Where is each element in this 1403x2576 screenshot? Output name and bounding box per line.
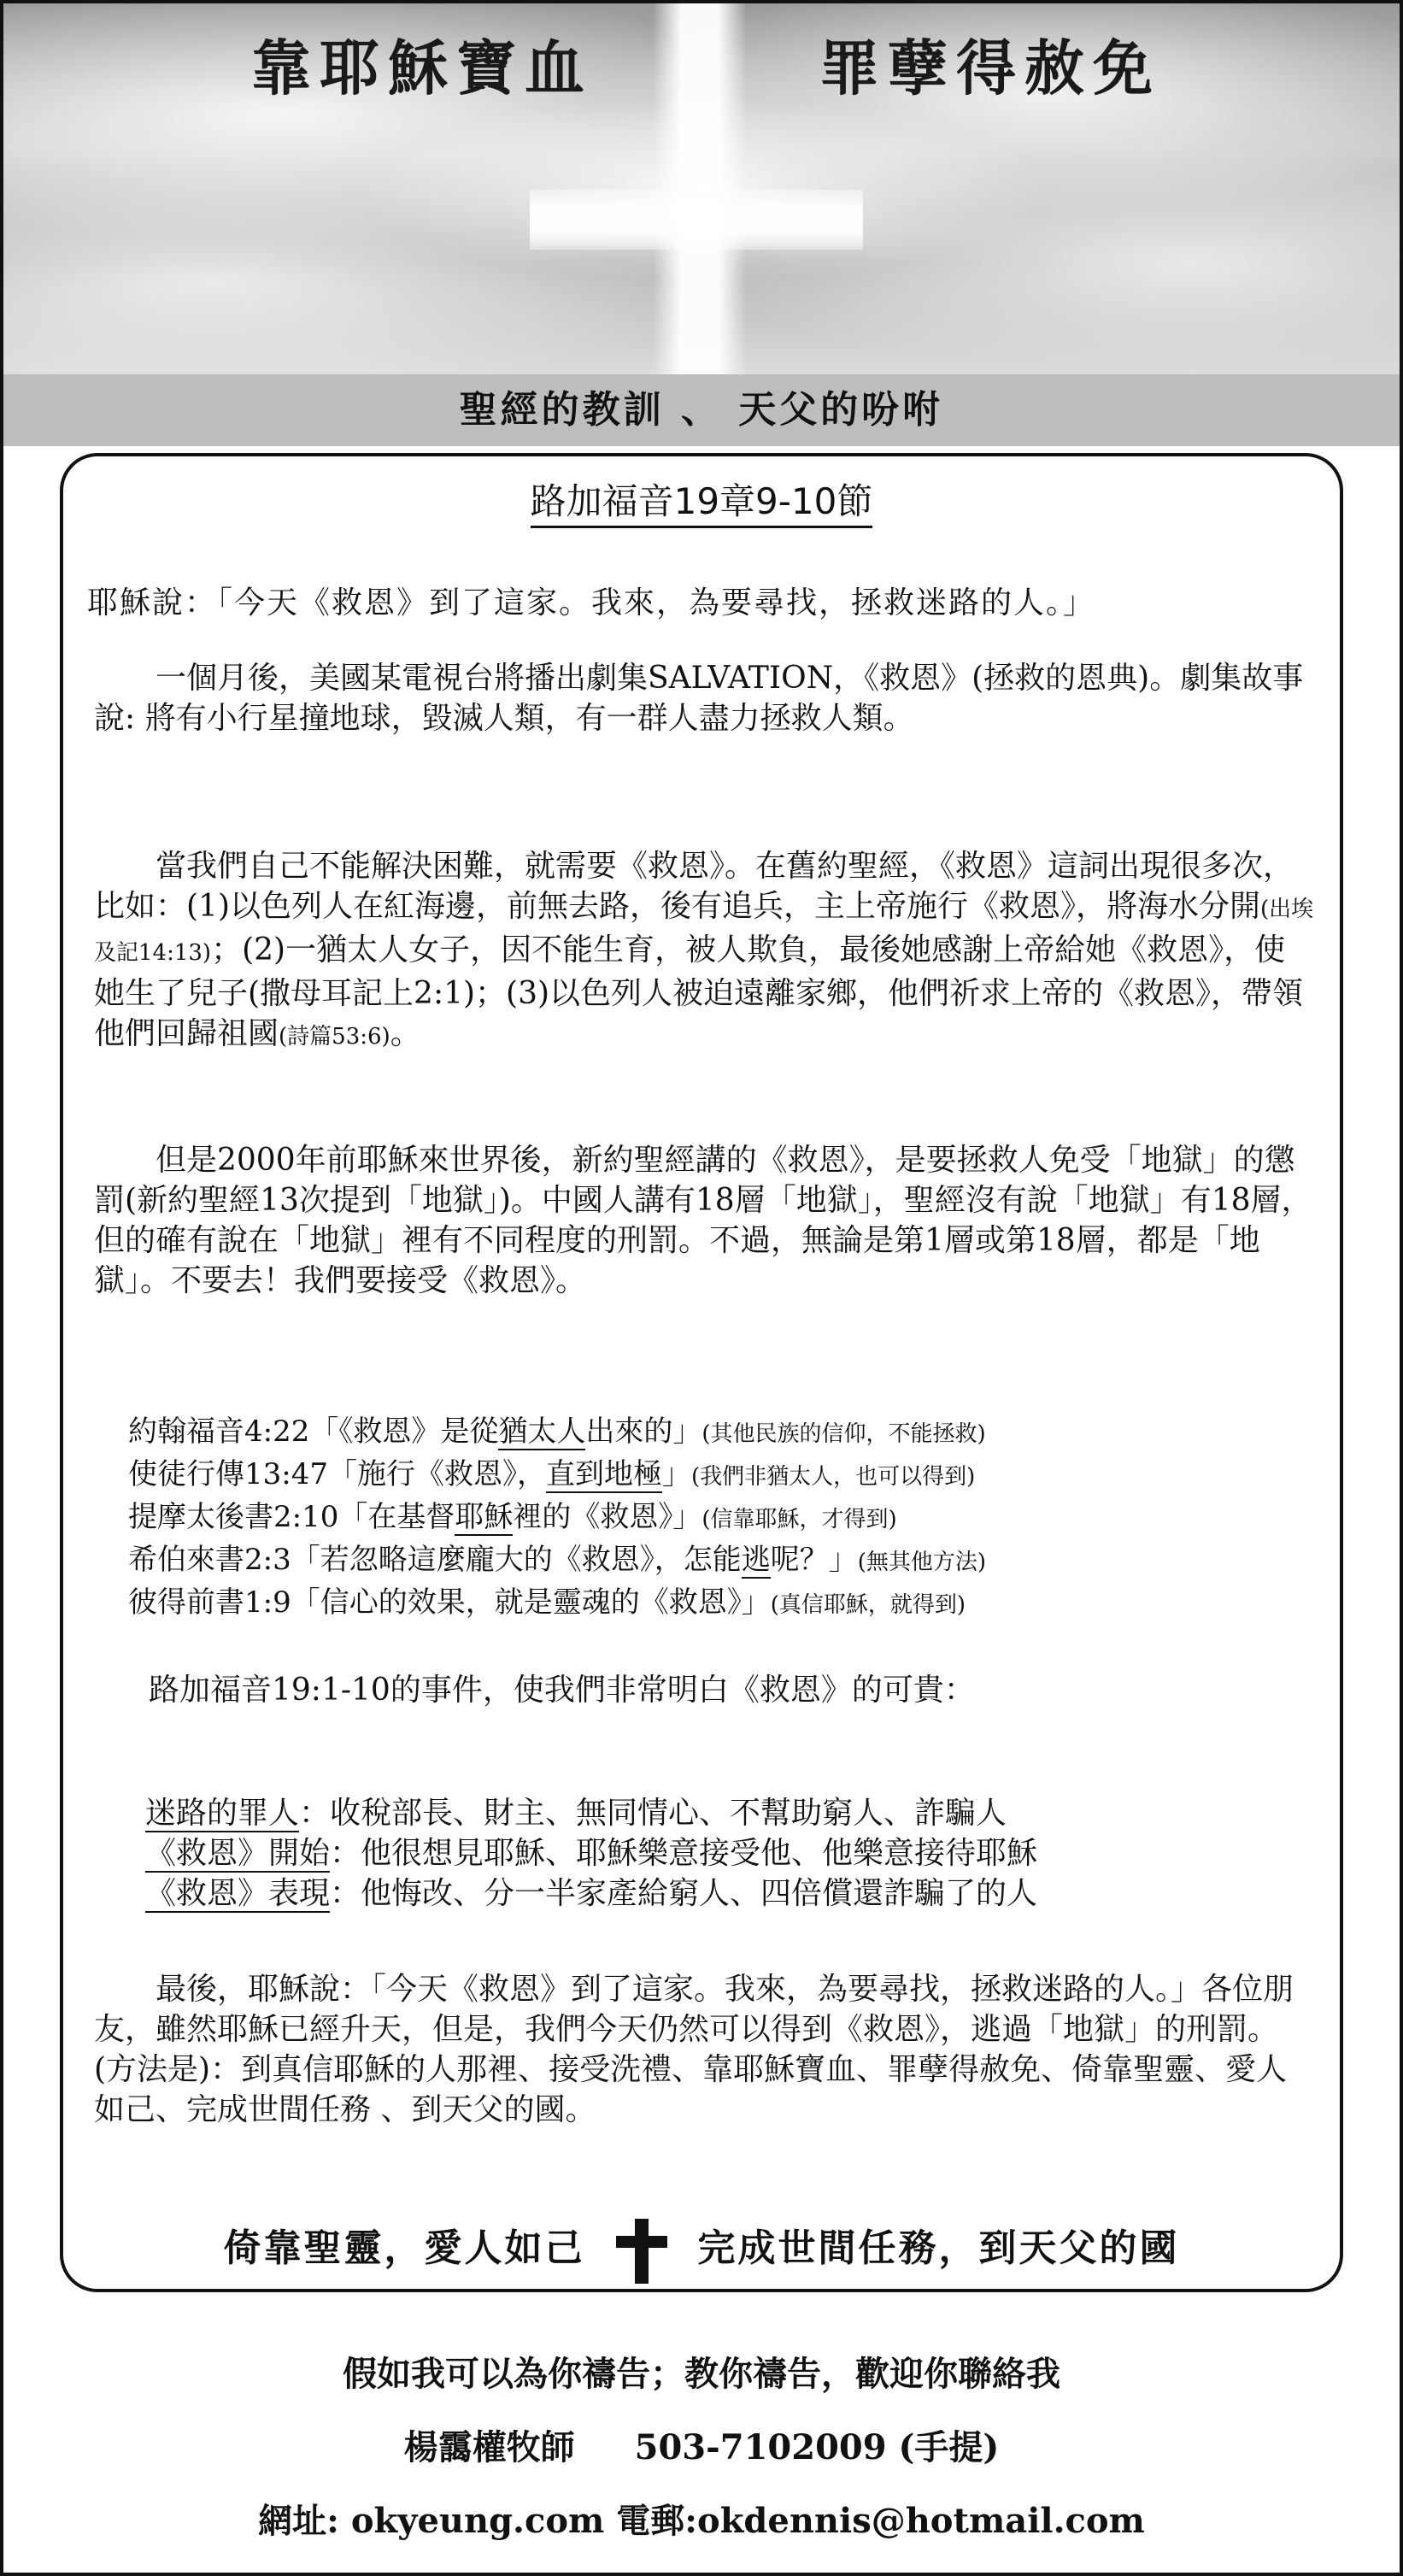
list-item: 《救恩》開始：他很想見耶穌、耶穌樂意接受他、他樂意接待耶穌	[145, 1836, 1038, 1871]
zacchaeus-list	[145, 1793, 1341, 1914]
paragraph-old-testament	[94, 846, 1316, 1057]
heading-text: 路加福音19章9-10節	[531, 480, 873, 528]
ref-timothy: 提摩太後書2:10「在基督耶穌裡的《救恩》」(信靠耶穌，才得到)	[128, 1500, 897, 1534]
banner-image	[3, 3, 1400, 374]
pastor-phone: 503-7102009 (手提)	[634, 2427, 1000, 2467]
list-item: 《救恩》表現：他悔改、分一半家產給窮人、四倍償還詐騙了的人	[145, 1876, 1038, 1911]
cross-image-horizontal	[530, 190, 863, 250]
paragraph-conclusion: 最後，耶穌說：「今天《救恩》到了這家。我來，為要尋找，拯救迷路的人。」各位朋友，雖然耶穌已經升天，但是，我們今天仍然可以得到《救恩》，逃過「地獄」的刑罰。(方法是)：到真信耶穌的人那裡、接受洗禮、靠耶穌寶血、罪孽得赦免、倚靠聖靈、愛人如己、完成世間任務 、到天父的國。	[94, 1972, 1294, 2127]
email-link[interactable]: okdennis@hotmail.com	[697, 2501, 1145, 2541]
website-link[interactable]: okyeung.com	[350, 2501, 605, 2541]
banner-title-left: 靠耶穌寶血	[251, 32, 593, 103]
ot-text-a: 當我們自己不能解決困難，就需要《救恩》。在舊約聖經，《救恩》這詞出現很多次，比如：(1)以色列人在紅海邊，前無去路，後有追兵，主上帝施行《救恩》，將海水分開	[94, 849, 1294, 924]
scripture-heading	[63, 473, 1340, 525]
ref-acts: 使徒行傳13:47「施行《救恩》，直到地極」(我們非猶太人，也可以得到)	[128, 1457, 976, 1491]
banner-title-right: 罪孽得赦免	[819, 32, 1161, 103]
content-box	[60, 453, 1343, 2292]
paragraph-luke-event: 路加福音19:1-10的事件，使我們非常明白《救恩》的可貴：	[149, 1673, 975, 1708]
list-item: 迷路的罪人：收稅部長、財主、無同情心、不幫助窮人、詐騙人	[145, 1796, 1007, 1831]
cross-image-vertical	[653, 3, 747, 374]
ot-text-c: 。	[390, 1016, 421, 1051]
prayer-invitation: 假如我可以為你禱告；教你禱告，歡迎你聯絡我	[343, 2354, 1060, 2394]
cross-icon	[616, 2219, 667, 2284]
motto-left: 倚靠聖靈，愛人如己	[223, 2226, 585, 2270]
web-email-line: 網址: okyeung.com 電郵:okdennis@hotmail.com	[258, 2501, 1145, 2541]
scripture-references	[128, 1412, 1324, 1626]
ot-ref-psalms: (詩篇53:6)	[279, 1024, 390, 1050]
jesus-quote: 耶穌說：「今天《救恩》到了這家。我來，為要尋找，拯救迷路的人。」	[87, 585, 1096, 620]
paragraph-salvation-drama: 一個月後，美國某電視台將播出劇集SALVATION，《救恩》(拯救的恩典)。劇集故事說: 將有小行星撞地球，毀滅人類，有一群人盡力拯救人類。	[94, 661, 1304, 736]
ot-ref-exodus: (出埃及記14:13)	[94, 897, 1314, 966]
pastor-name: 楊靄權牧師	[403, 2427, 575, 2467]
pastor-contact	[0, 2420, 1403, 2469]
subtitle-band: 聖經的教訓 、 天父的吩咐	[3, 374, 1400, 446]
paragraph-hell: 但是2000年前耶穌來世界後，新約聖經講的《救恩》，是要拯救人免受「地獄」的懲罰(新約聖經13次提到「地獄」)。中國人講有18層「地獄」，聖經沒有說「地獄」有18層，但的確有說在「地獄」裡有不同程度的刑罰。不過，無論是第1層或第18層，都是「地獄」。不要去！我們要接受《救恩》。	[94, 1143, 1312, 1298]
ref-john: 約翰福音4:22「《救恩》是從猶太人出來的」(其他民族的信仰，不能拯救)	[128, 1414, 986, 1449]
ref-hebrews: 希伯來書2:3「若忽略這麼龐大的《救恩》，怎能逃呢？」(無其他方法)	[128, 1543, 987, 1577]
motto-right: 完成世間任務，到天父的國	[697, 2226, 1180, 2270]
motto-line	[63, 2217, 1340, 2284]
ref-peter: 彼得前書1:9「信心的效果，就是靈魂的《救恩》」(真信耶穌，就得到)	[128, 1585, 966, 1620]
ot-text-b: ；(2)一猶太人女子，因不能生育，被人欺負，最後她感謝上帝給她《救恩》，使她生了兒子(撒母耳記上2:1)；(3)以色列人被迫遠離家鄉，他們祈求上帝的《救恩》，帶領他們回歸祖國	[94, 932, 1304, 1051]
